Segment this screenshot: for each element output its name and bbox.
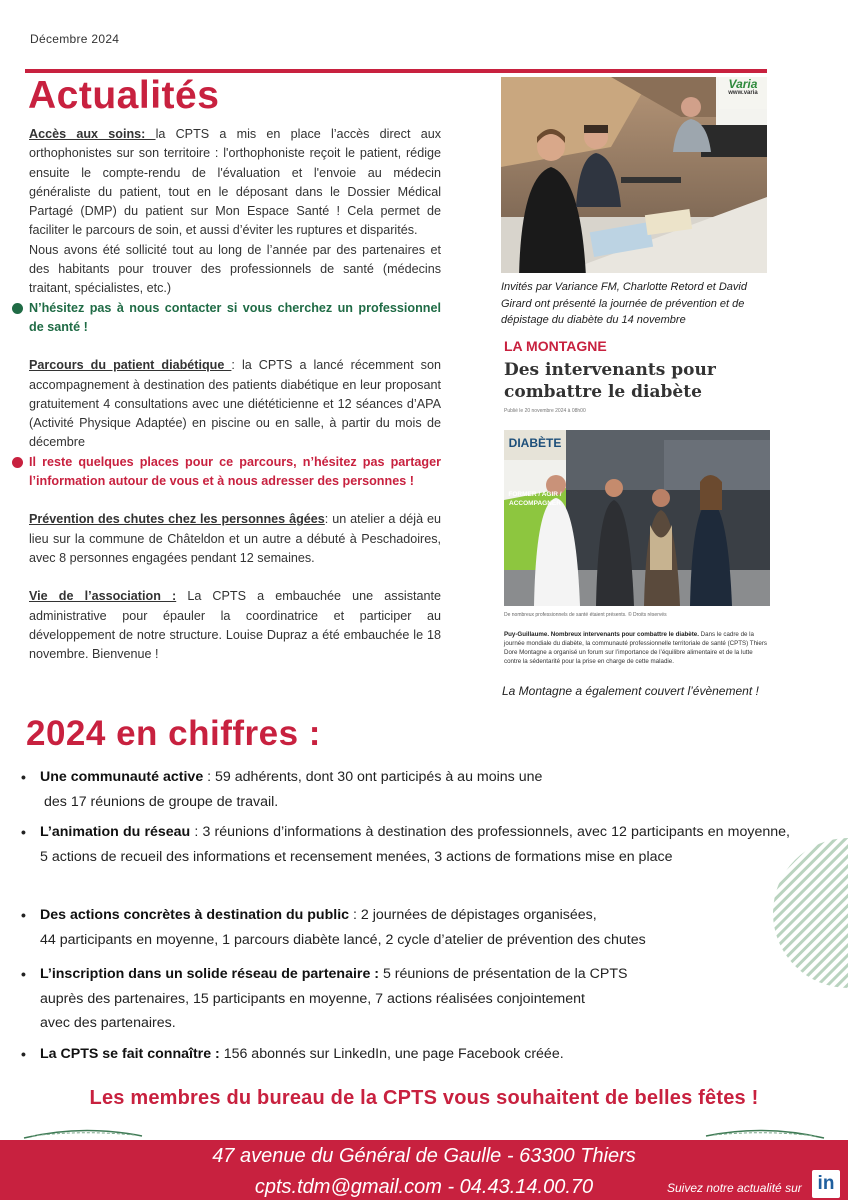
footer-address: 47 avenue du Général de Gaulle - 63300 Thiers: [212, 1145, 636, 1167]
news-parcours-highlight: [29, 453, 441, 492]
newsletter-date: Décembre 2024: [30, 32, 120, 46]
radio-photo-caption: Invités par Variance FM, Charlotte Retord et David Girard ont présenté la journée de prévention et de dépistage du diabète du 14 novembre: [501, 281, 747, 326]
news-parcours-text: : la CPTS a lancé récemment son accompagnement à destination des patients diabétique en leur proposant gratuitement 4 consultations avec une diététicienne et 12 séances d’APA (Activité Physique Adaptée) en piscine ou en salle, à partir du mois de décembre: [29, 358, 441, 450]
la-montagne-body: [504, 630, 769, 666]
bullet-dot-icon: •: [21, 769, 26, 785]
diabete-banner-words: FORMER / AGIR / ACCOMPAGNER: [508, 491, 562, 507]
news-association-heading: Vie de l’association :: [29, 589, 177, 604]
figure-heading: L’animation du réseau: [40, 824, 191, 840]
section-title-chiffres: 2024 en chiffres :: [26, 714, 321, 753]
variance-logo: Varia www.varia: [719, 77, 767, 109]
news-chutes: [29, 510, 441, 568]
radio-studio-photo: [501, 77, 767, 273]
news-acces-highlight-text: N’hésitez pas à nous contacter si vous cherchez un professionnel de santé !: [29, 300, 441, 334]
figure-text-line2: 44 participants en moyenne, 1 parcours diabète lancé, 2 cycle d’atelier de prévention des chutes: [40, 931, 646, 948]
figure-text-line2: des 17 réunions de groupe de travail.: [44, 793, 279, 810]
bullet-dot-icon: •: [21, 966, 26, 982]
news-acces: [29, 125, 441, 241]
news-chutes-heading: Prévention des chutes chez les personnes âgées: [29, 512, 325, 527]
forum-group-photo: [504, 430, 770, 606]
news-parcours-heading: Parcours du patient diabétique: [29, 358, 232, 373]
header-divider: [25, 69, 767, 73]
news-acces-highlight: [29, 299, 441, 338]
news-parcours: [29, 356, 441, 452]
diabete-banner: DIABÈTE: [508, 436, 562, 450]
la-montagne-logo: LA MONTAGNE: [504, 338, 607, 354]
news-acces-text: la CPTS a mis en place l’accès direct aux orthophonistes sur son territoire : l'orthophoniste reçoit le patient, rédige ensuite le compte-rendu de l'évaluation et l'envoie au médecin généraliste du patient, tout en le déposant dans le Dossier Médical Partagé (DMP) du patient sur Mon Espace Santé ! Cela permet de faciliter le parcours de soin, et aussi d’éviter les ruptures et disparités.: [29, 127, 441, 238]
figure-heading: Une communauté active: [40, 769, 204, 785]
news-column: [29, 125, 441, 664]
season-greetings: Les membres du bureau de la CPTS vous souhaitent de belles fêtes !: [89, 1087, 759, 1109]
green-bullet-icon: [12, 303, 23, 314]
news-acces-text2: Nous avons été sollicité tout au long de l’année par des partenaires et des habitants pour trouver des professionnels de santé (médecins traitant, spécialistes, etc.): [29, 242, 441, 296]
figure-heading: L’inscription dans un solide réseau de partenaire :: [40, 966, 380, 982]
bullet-dot-icon: •: [21, 907, 26, 923]
la-montagne-meta: Publié le 20 novembre 2024 à 08h00: [504, 408, 586, 414]
section-title-actualites: Actualités: [28, 74, 220, 117]
news-association: [29, 587, 441, 664]
la-montagne-body-text: Dans le cadre de la journée mondiale du diabète, la communauté professionnelle territoriale de santé (CPTS) Thiers Dore Montagne a organisé un forum sur l’importance de l’équilibre alimentaire et de la lutte contre la sédentarité pour la prise en charge de cette maladie.: [504, 631, 767, 665]
figure-text: : 3 réunions d’informations à destination des professionnels, avec 12 participants en moyenne, 5 actions de recueil des informations et recensement menées, 3 actions de formations mise en place: [40, 824, 790, 865]
figure-text: 5 réunions de présentation de la CPTS: [379, 966, 628, 982]
la-montagne-body-lead: Puy-Guillaume. Nombreux intervenants pour combattre le diabète.: [504, 631, 699, 638]
figure-text-line3: avec des partenaires.: [40, 1015, 176, 1031]
news-association-text: La CPTS a embauchée une assistante administrative pour épauler la coordinatrice et participer au développement de notre structure. Louise Dupraz a été embauchée le 18 novembre. Bienvenue !: [29, 589, 442, 662]
linkedin-icon[interactable]: in: [812, 1170, 840, 1198]
la-montagne-headline: Des intervenants pour combattre le diabète: [504, 360, 716, 402]
figure-text: : 2 journées de dépistages organisées,: [349, 907, 597, 923]
bullet-dot-icon: •: [21, 824, 26, 840]
news-acces-heading: Accès aux soins:: [29, 127, 156, 141]
bullet-dot-icon: •: [21, 1046, 26, 1062]
figure-heading: La CPTS se fait connaître :: [40, 1046, 220, 1062]
footer-contact[interactable]: cpts.tdm@gmail.com - 04.43.14.00.70: [254, 1176, 594, 1198]
la-montagne-caption: La Montagne a également couvert l’évènement !: [502, 684, 759, 698]
linkedin-follow-text: Suivez notre actualité sur: [667, 1181, 802, 1195]
figure-text-line2: auprès des partenaires, 15 participants en moyenne, 7 actions réalisées conjointement: [40, 990, 585, 1007]
la-montagne-photo-caption: De nombreux professionnels de santé étaient présents. © Droits réservés: [504, 612, 667, 618]
red-bullet-icon: [12, 457, 23, 468]
news-chutes-text: : un atelier a déjà eu lieu sur la commune de Châteldon et un autre a débuté à Peschadoires, avec 8 personnes engagées pendant 12 semaines.: [29, 512, 441, 565]
figure-text: : 59 adhérents, dont 30 ont participés à au moins une: [203, 769, 543, 785]
figure-text: 156 abonnés sur LinkedIn, une page Facebook créée.: [219, 1046, 564, 1062]
figure-heading: Des actions concrètes à destination du public: [40, 907, 350, 923]
news-parcours-highlight-text: Il reste quelques places pour ce parcours, n’hésitez pas partager l’information autour de vous et à nous adresser des personnes !: [29, 454, 441, 489]
